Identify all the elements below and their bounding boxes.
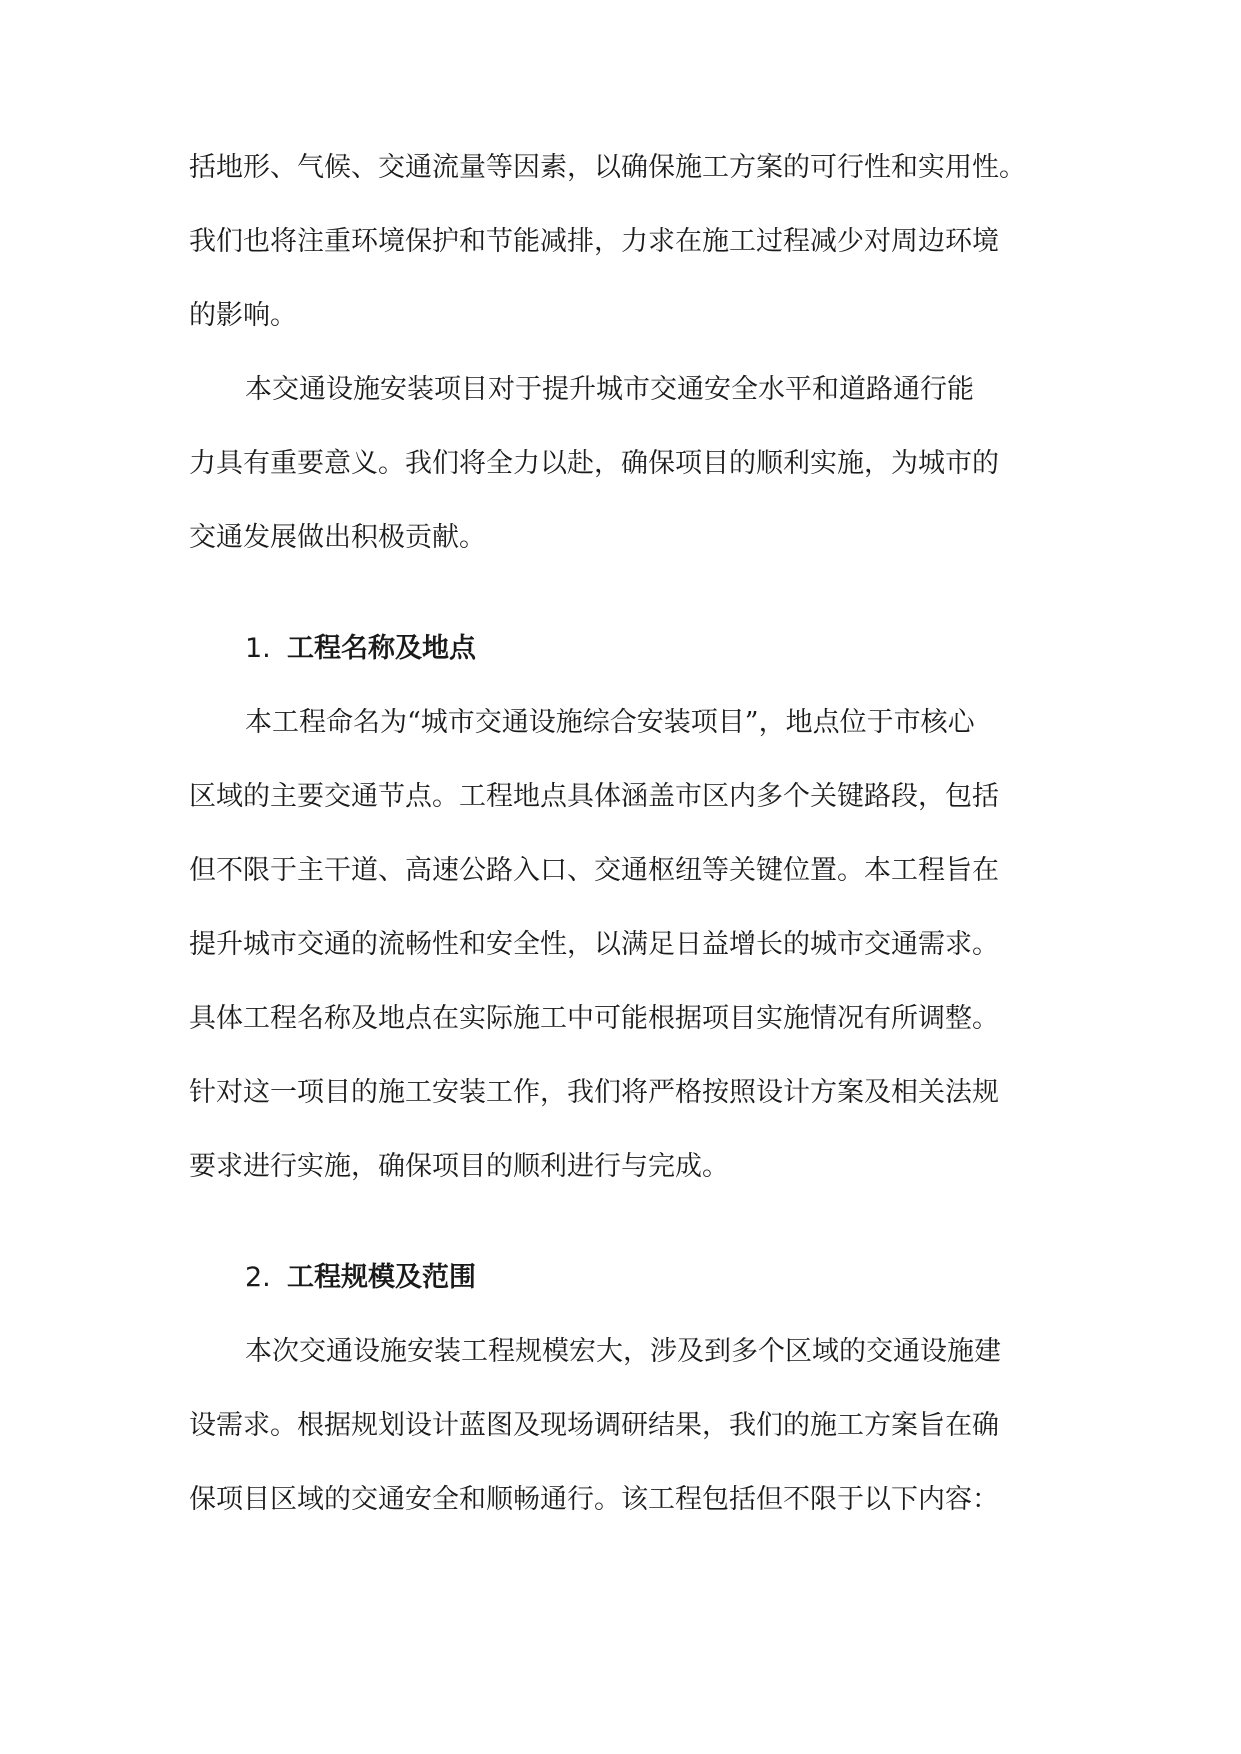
section-title: 工程名称及地点 <box>287 633 476 664</box>
text-line: 设需求。根据规划设计蓝图及现场调研结果，我们的施工方案旨在确 <box>189 1410 999 1441</box>
text-line: 保项目区域的交通安全和顺畅通行。该工程包括但不限于以下内容： <box>189 1484 999 1515</box>
text-line: 我们也将注重环境保护和节能减排，力求在施工过程减少对周边环境 <box>189 226 999 257</box>
section-title: 工程规模及范围 <box>287 1262 476 1293</box>
text-line: 本交通设施安装项目对于提升城市交通安全水平和道路通行能 <box>245 374 974 405</box>
text-line: 提升城市交通的流畅性和安全性，以满足日益增长的城市交通需求。 <box>189 929 999 960</box>
text-line: 括地形、气候、交通流量等因素，以确保施工方案的可行性和实用性。 <box>189 152 1026 183</box>
text-line: 的影响。 <box>189 300 297 331</box>
section-heading <box>245 629 476 669</box>
text-line: 但不限于主干道、高速公路入口、交通枢纽等关键位置。本工程旨在 <box>189 855 999 886</box>
text-line: 本工程命名为“城市交通设施综合安装项目”，地点位于市核心 <box>245 707 975 738</box>
text-line: 要求进行实施，确保项目的顺利进行与完成。 <box>189 1151 729 1182</box>
text-line: 区域的主要交通节点。工程地点具体涵盖市区内多个关键路段，包括 <box>189 781 999 812</box>
section-heading <box>245 1258 476 1298</box>
text-line: 针对这一项目的施工安装工作，我们将严格按照设计方案及相关法规 <box>189 1077 999 1108</box>
text-line: 具体工程名称及地点在实际施工中可能根据项目实施情况有所调整。 <box>189 1003 999 1034</box>
section-number: 2. <box>245 1262 271 1293</box>
text-line: 交通发展做出积极贡献。 <box>189 522 486 553</box>
section-number: 1. <box>245 633 271 664</box>
text-line: 力具有重要意义。我们将全力以赴，确保项目的顺利实施，为城市的 <box>189 448 999 479</box>
text-line: 本次交通设施安装工程规模宏大，涉及到多个区域的交通设施建 <box>245 1336 1001 1367</box>
